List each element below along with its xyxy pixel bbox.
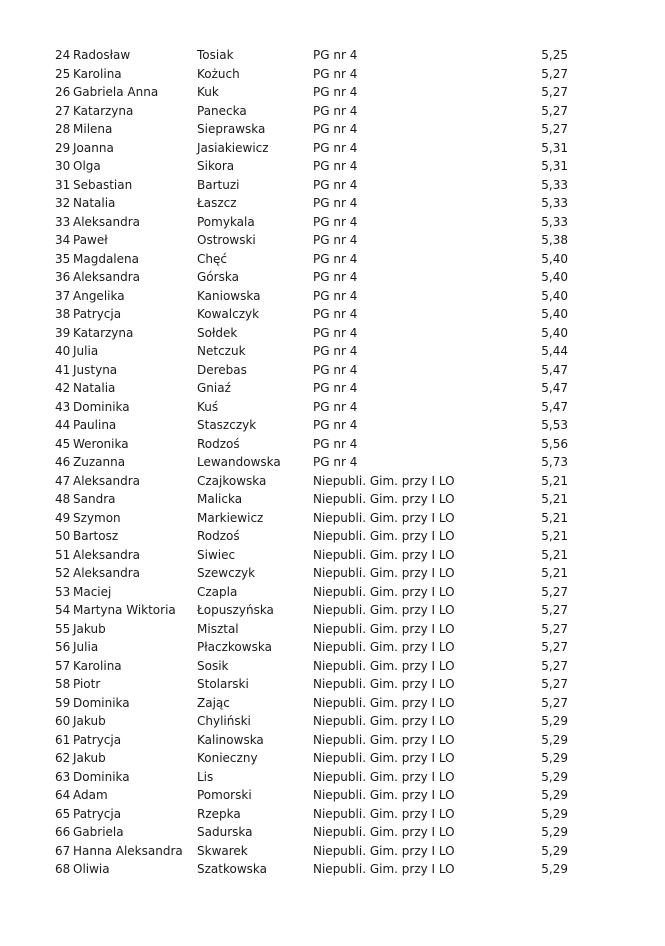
first-name: Piotr	[73, 677, 101, 691]
row-number: 53	[55, 584, 71, 599]
score-value: 5,33	[541, 196, 568, 210]
score-value: 5,40	[541, 251, 568, 266]
results-table	[0, 46, 665, 879]
score-value: 5,27	[541, 85, 568, 99]
score-value: 5,44	[541, 344, 568, 358]
score-value: 5,27	[541, 122, 568, 136]
school-name: Niepubli. Gim. przy I LO	[313, 769, 455, 784]
last-name: Sosik	[197, 658, 229, 673]
school-name: Niepubli. Gim. przy I LO	[313, 510, 455, 525]
row-number: 52	[55, 566, 71, 580]
first-name: Justyna	[73, 362, 118, 377]
school-name: PG nr 4	[313, 455, 358, 469]
row-number: 37	[55, 288, 71, 303]
score-value: 5,25	[541, 48, 568, 62]
row-number: 55	[55, 621, 71, 636]
score-value: 5,40	[541, 270, 568, 284]
first-name: Katarzyna	[73, 103, 134, 118]
school-name: PG nr 4	[313, 48, 358, 62]
score-value: 5,21	[541, 510, 568, 525]
score-value: 5,29	[541, 769, 568, 784]
first-name: Magdalena	[73, 251, 139, 266]
row-number: 36	[55, 270, 71, 284]
row-number: 59	[55, 695, 71, 710]
school-name: Niepubli. Gim. przy I LO	[313, 529, 455, 543]
school-name: Niepubli. Gim. przy I LO	[313, 473, 455, 488]
last-name: Sołdek	[197, 325, 238, 340]
school-name: PG nr 4	[313, 251, 358, 266]
first-name: Hanna Aleksandra	[73, 843, 183, 858]
table-row	[0, 583, 665, 602]
row-number: 34	[55, 233, 71, 247]
school-name: PG nr 4	[313, 103, 358, 118]
table-row	[0, 564, 665, 583]
score-value: 5,21	[541, 529, 568, 543]
table-row	[0, 638, 665, 657]
score-value: 5,27	[541, 640, 568, 654]
last-name: Kuk	[197, 85, 219, 99]
first-name: Aleksandra	[73, 547, 140, 562]
row-number: 45	[55, 436, 71, 451]
table-row	[0, 194, 665, 213]
last-name: Stolarski	[197, 677, 249, 691]
last-name: Konieczny	[197, 751, 258, 765]
first-name: Gabriela Anna	[73, 85, 159, 99]
school-name: Niepubli. Gim. przy I LO	[313, 621, 455, 636]
first-name: Patrycja	[73, 806, 122, 821]
first-name: Patrycja	[73, 732, 122, 747]
table-row	[0, 860, 665, 879]
score-value: 5,27	[541, 603, 568, 617]
row-number: 31	[55, 177, 71, 192]
score-value: 5,33	[541, 177, 568, 192]
score-value: 5,29	[541, 843, 568, 858]
row-number: 67	[55, 843, 71, 858]
table-row	[0, 83, 665, 102]
score-value: 5,31	[541, 140, 568, 155]
score-value: 5,47	[541, 362, 568, 377]
last-name: Pomykala	[197, 214, 255, 229]
school-name: PG nr 4	[313, 381, 358, 395]
score-value: 5,31	[541, 159, 568, 173]
row-number: 66	[55, 825, 71, 839]
table-row	[0, 176, 665, 195]
first-name: Karolina	[73, 658, 122, 673]
school-name: PG nr 4	[313, 418, 358, 432]
row-number: 63	[55, 769, 71, 784]
last-name: Skwarek	[197, 843, 248, 858]
row-number: 48	[55, 492, 71, 506]
first-name: Dominika	[73, 399, 130, 414]
first-name: Joanna	[73, 140, 114, 155]
first-name: Aleksandra	[73, 473, 140, 488]
row-number: 58	[55, 677, 71, 691]
first-name: Gabriela	[73, 825, 124, 839]
school-name: Niepubli. Gim. przy I LO	[313, 825, 455, 839]
first-name: Julia	[73, 640, 99, 654]
first-name: Katarzyna	[73, 325, 134, 340]
last-name: Rodzoś	[197, 529, 240, 543]
row-number: 64	[55, 788, 71, 802]
score-value: 5,21	[541, 566, 568, 580]
score-value: 5,27	[541, 658, 568, 673]
school-name: PG nr 4	[313, 288, 358, 303]
last-name: Kaniowska	[197, 288, 261, 303]
first-name: Radosław	[73, 48, 131, 62]
table-row	[0, 490, 665, 509]
school-name: PG nr 4	[313, 436, 358, 451]
score-value: 5,21	[541, 547, 568, 562]
table-row	[0, 287, 665, 306]
table-row	[0, 805, 665, 824]
table-row	[0, 842, 665, 861]
score-value: 5,40	[541, 288, 568, 303]
row-number: 32	[55, 196, 71, 210]
school-name: Niepubli. Gim. przy I LO	[313, 584, 455, 599]
last-name: Panecka	[197, 103, 247, 118]
row-number: 42	[55, 381, 71, 395]
table-row	[0, 120, 665, 139]
table-row	[0, 102, 665, 121]
school-name: PG nr 4	[313, 66, 358, 81]
school-name: Niepubli. Gim. przy I LO	[313, 566, 455, 580]
first-name: Natalia	[73, 381, 116, 395]
row-number: 57	[55, 658, 71, 673]
school-name: PG nr 4	[313, 270, 358, 284]
row-number: 49	[55, 510, 71, 525]
school-name: PG nr 4	[313, 159, 358, 173]
last-name: Sieprawska	[197, 122, 266, 136]
last-name: Zając	[197, 695, 230, 710]
table-row	[0, 361, 665, 380]
first-name: Maciej	[73, 584, 112, 599]
row-number: 40	[55, 344, 71, 358]
school-name: Niepubli. Gim. przy I LO	[313, 603, 455, 617]
first-name: Julia	[73, 344, 99, 358]
school-name: Niepubli. Gim. przy I LO	[313, 547, 455, 562]
first-name: Aleksandra	[73, 214, 140, 229]
score-value: 5,27	[541, 66, 568, 81]
first-name: Oliwia	[73, 862, 110, 876]
last-name: Pomorski	[197, 788, 252, 802]
table-row	[0, 305, 665, 324]
row-number: 54	[55, 603, 71, 617]
last-name: Rodzoś	[197, 436, 240, 451]
school-name: Niepubli. Gim. przy I LO	[313, 640, 455, 654]
table-row	[0, 379, 665, 398]
table-row	[0, 231, 665, 250]
last-name: Malicka	[197, 492, 243, 506]
school-name: PG nr 4	[313, 307, 358, 321]
table-row	[0, 268, 665, 287]
row-number: 41	[55, 362, 71, 377]
first-name: Aleksandra	[73, 566, 140, 580]
first-name: Jakub	[73, 714, 106, 728]
row-number: 39	[55, 325, 71, 340]
table-row	[0, 416, 665, 435]
first-name: Weronika	[73, 436, 129, 451]
last-name: Chyliński	[197, 714, 251, 728]
row-number: 28	[55, 122, 71, 136]
last-name: Szewczyk	[197, 566, 256, 580]
school-name: Niepubli. Gim. przy I LO	[313, 751, 455, 765]
first-name: Adam	[73, 788, 108, 802]
score-value: 5,29	[541, 732, 568, 747]
last-name: Misztal	[197, 621, 239, 636]
score-value: 5,29	[541, 806, 568, 821]
score-value: 5,27	[541, 103, 568, 118]
score-value: 5,40	[541, 307, 568, 321]
table-row	[0, 472, 665, 491]
table-row	[0, 601, 665, 620]
first-name: Dominika	[73, 769, 130, 784]
table-row	[0, 342, 665, 361]
school-name: Niepubli. Gim. przy I LO	[313, 677, 455, 691]
school-name: PG nr 4	[313, 233, 358, 247]
last-name: Szatkowska	[197, 862, 267, 876]
table-row	[0, 250, 665, 269]
table-row	[0, 675, 665, 694]
school-name: Niepubli. Gim. przy I LO	[313, 862, 455, 876]
score-value: 5,27	[541, 621, 568, 636]
last-name: Łopuszyńska	[197, 603, 274, 617]
score-value: 5,53	[541, 418, 568, 432]
score-value: 5,27	[541, 584, 568, 599]
first-name: Sandra	[73, 492, 116, 506]
table-row	[0, 139, 665, 158]
last-name: Sikora	[197, 159, 235, 173]
table-row	[0, 213, 665, 232]
score-value: 5,73	[541, 455, 568, 469]
school-name: PG nr 4	[313, 399, 358, 414]
school-name: Niepubli. Gim. przy I LO	[313, 695, 455, 710]
table-row	[0, 509, 665, 528]
table-row	[0, 546, 665, 565]
first-name: Olga	[73, 159, 101, 173]
school-name: PG nr 4	[313, 325, 358, 340]
table-row	[0, 435, 665, 454]
last-name: Czajkowska	[197, 473, 267, 488]
last-name: Jasiakiewicz	[197, 140, 269, 155]
score-value: 5,29	[541, 862, 568, 876]
score-value: 5,29	[541, 788, 568, 802]
table-row	[0, 398, 665, 417]
first-name: Milena	[73, 122, 113, 136]
row-number: 68	[55, 862, 71, 876]
last-name: Czapla	[197, 584, 238, 599]
score-value: 5,21	[541, 473, 568, 488]
school-name: Niepubli. Gim. przy I LO	[313, 788, 455, 802]
score-value: 5,47	[541, 399, 568, 414]
last-name: Sadurska	[197, 825, 253, 839]
first-name: Martyna Wiktoria	[73, 603, 176, 617]
row-number: 65	[55, 806, 71, 821]
first-name: Aleksandra	[73, 270, 140, 284]
row-number: 46	[55, 455, 71, 469]
score-value: 5,47	[541, 381, 568, 395]
score-value: 5,40	[541, 325, 568, 340]
row-number: 62	[55, 751, 71, 765]
school-name: PG nr 4	[313, 177, 358, 192]
school-name: Niepubli. Gim. przy I LO	[313, 658, 455, 673]
school-name: PG nr 4	[313, 214, 358, 229]
last-name: Ostrowski	[197, 233, 256, 247]
school-name: PG nr 4	[313, 344, 358, 358]
row-number: 25	[55, 66, 71, 81]
last-name: Tosiak	[197, 48, 234, 62]
table-row	[0, 823, 665, 842]
first-name: Jakub	[73, 621, 106, 636]
score-value: 5,29	[541, 751, 568, 765]
last-name: Płaczkowska	[197, 640, 272, 654]
score-value: 5,29	[541, 714, 568, 728]
row-number: 30	[55, 159, 71, 173]
last-name: Derebas	[197, 362, 247, 377]
last-name: Kożuch	[197, 66, 240, 81]
score-value: 5,56	[541, 436, 568, 451]
table-row	[0, 786, 665, 805]
table-row	[0, 324, 665, 343]
last-name: Siwiec	[197, 547, 236, 562]
score-value: 5,38	[541, 233, 568, 247]
first-name: Jakub	[73, 751, 106, 765]
first-name: Zuzanna	[73, 455, 126, 469]
score-value: 5,33	[541, 214, 568, 229]
score-value: 5,27	[541, 695, 568, 710]
row-number: 61	[55, 732, 71, 747]
last-name: Kalinowska	[197, 732, 264, 747]
row-number: 47	[55, 473, 71, 488]
table-row	[0, 768, 665, 787]
last-name: Chęć	[197, 251, 227, 266]
row-number: 35	[55, 251, 71, 266]
school-name: PG nr 4	[313, 140, 358, 155]
score-value: 5,21	[541, 492, 568, 506]
last-name: Kuś	[197, 399, 219, 414]
row-number: 26	[55, 85, 71, 99]
row-number: 24	[55, 48, 71, 62]
last-name: Górska	[197, 270, 239, 284]
table-row	[0, 731, 665, 750]
first-name: Szymon	[73, 510, 121, 525]
score-value: 5,29	[541, 825, 568, 839]
first-name: Natalia	[73, 196, 116, 210]
school-name: Niepubli. Gim. przy I LO	[313, 714, 455, 728]
last-name: Bartuzi	[197, 177, 240, 192]
last-name: Netczuk	[197, 344, 246, 358]
school-name: PG nr 4	[313, 85, 358, 99]
row-number: 50	[55, 529, 71, 543]
last-name: Łaszcz	[197, 196, 237, 210]
last-name: Staszczyk	[197, 418, 257, 432]
first-name: Dominika	[73, 695, 130, 710]
last-name: Rzepka	[197, 806, 241, 821]
row-number: 51	[55, 547, 71, 562]
row-number: 33	[55, 214, 71, 229]
row-number: 56	[55, 640, 71, 654]
last-name: Gniaź	[197, 381, 231, 395]
row-number: 29	[55, 140, 71, 155]
table-row	[0, 453, 665, 472]
school-name: Niepubli. Gim. przy I LO	[313, 806, 455, 821]
table-row	[0, 657, 665, 676]
row-number: 43	[55, 399, 71, 414]
school-name: Niepubli. Gim. przy I LO	[313, 843, 455, 858]
first-name: Paulina	[73, 418, 117, 432]
table-row	[0, 65, 665, 84]
first-name: Patrycja	[73, 307, 122, 321]
score-value: 5,27	[541, 677, 568, 691]
row-number: 60	[55, 714, 71, 728]
school-name: PG nr 4	[313, 362, 358, 377]
row-number: 44	[55, 418, 71, 432]
first-name: Paweł	[73, 233, 108, 247]
school-name: Niepubli. Gim. przy I LO	[313, 492, 455, 506]
table-row	[0, 749, 665, 768]
last-name: Lewandowska	[197, 455, 281, 469]
first-name: Bartosz	[73, 529, 119, 543]
last-name: Markiewicz	[197, 510, 264, 525]
row-number: 27	[55, 103, 71, 118]
table-row	[0, 527, 665, 546]
row-number: 38	[55, 307, 71, 321]
first-name: Angelika	[73, 288, 125, 303]
table-row	[0, 712, 665, 731]
table-row	[0, 694, 665, 713]
school-name: PG nr 4	[313, 196, 358, 210]
school-name: Niepubli. Gim. przy I LO	[313, 732, 455, 747]
table-row	[0, 157, 665, 176]
last-name: Kowalczyk	[197, 307, 260, 321]
table-row	[0, 620, 665, 639]
table-row	[0, 46, 665, 65]
last-name: Lis	[197, 769, 214, 784]
first-name: Karolina	[73, 66, 122, 81]
school-name: PG nr 4	[313, 122, 358, 136]
first-name: Sebastian	[73, 177, 133, 192]
